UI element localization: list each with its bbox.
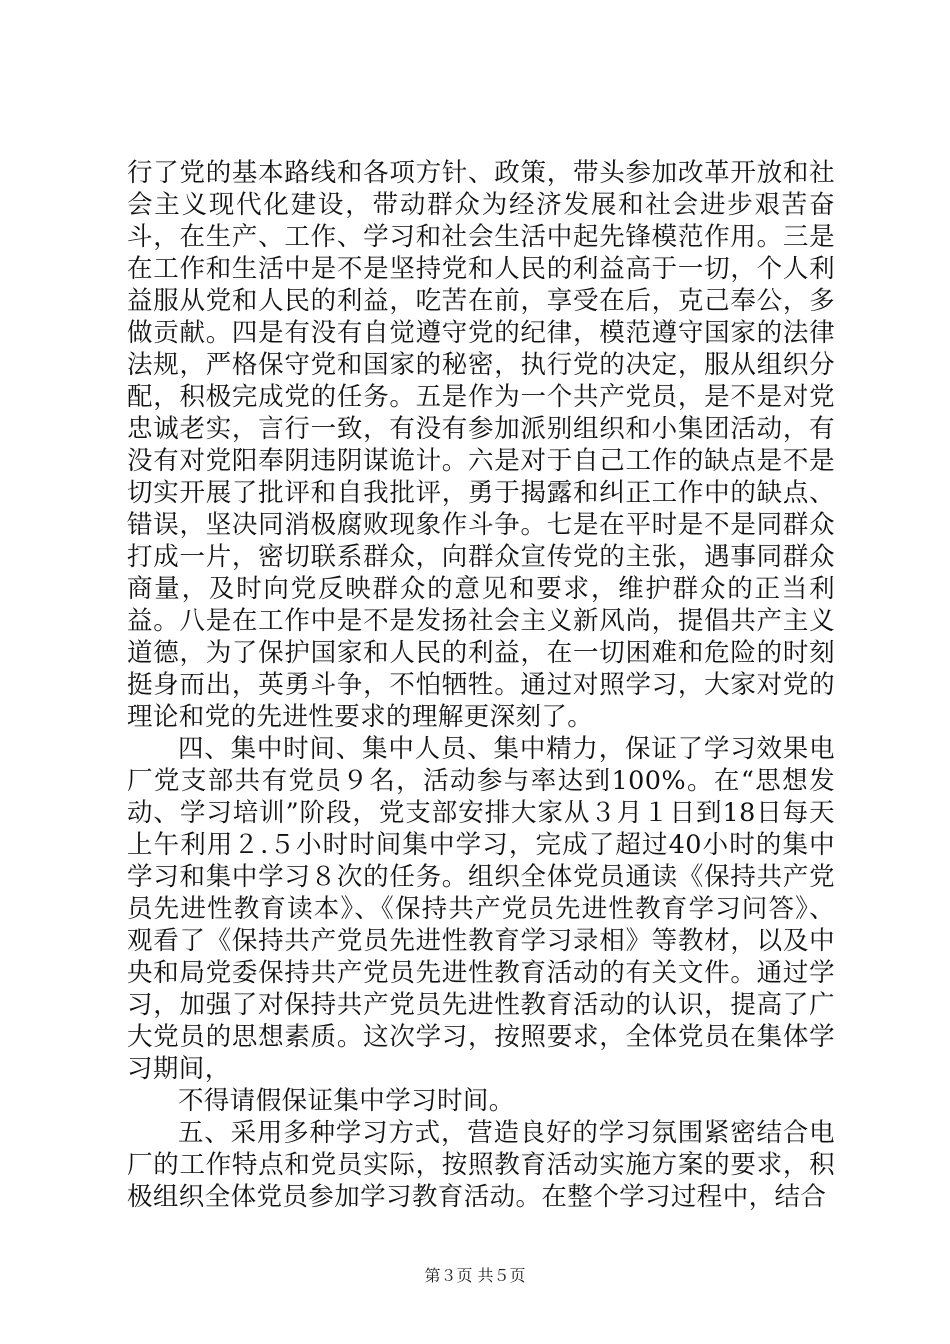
document-body bbox=[127, 157, 835, 1213]
page-number-footer: 第３页 共５页 bbox=[424, 1266, 526, 1285]
paragraph-continuation: 行了党的基本路线和各项方针、政策，带头参加改革开放和社会主义现代化建设，带动群众为经济发展和社会进步艰苦奋斗，在生产、工作、学习和社会生活中起先锋模范作用。三是在工作和生活中是不是坚持党和人民的利益高于一切，个人利益服从党和人民的利益，吃苦在前，享受在后，克己奉公，多做贡献。四是有没有自觉遵守党的纪律，模范遵守国家的法律法规，严格保守党和国家的秘密，执行党的决定，服从组织分配，积极完成党的任务。五是作为一个共产党员，是不是对党忠诚老实，言行一致，有没有参加派别组织和小集团活动，有没有对党阳奉阴违阴谋诡计。六是对于自己工作的缺点是不是切实开展了批评和自我批评，勇于揭露和纠正工作中的缺点、错误，坚决同消极腐败现象作斗争。七是在平时是不是同群众打成一片，密切联系群众，向群众宣传党的主张，遇事同群众商量，及时向党反映群众的意见和要求，维护群众的正当利益。八是在工作中是不是发扬社会主义新风尚，提倡共产主义道德，为了保护国家和人民的利益，在一切困难和危险的时刻挺身而出，英勇斗争，不怕牺牲。通过对照学习，大家对党的理论和党的先进性要求的理解更深刻了。 bbox=[127, 158, 835, 732]
paragraph-section-five: 五、采用多种学习方式，营造良好的学习氛围紧密结合电厂的工作特点和党员实际，按照教育活动实施方案的要求，积极组织全体党员参加学习教育活动。在整个学习过程中，结合 bbox=[127, 1118, 835, 1212]
paragraph-leave-rule: 不得请假保证集中学习时间。 bbox=[178, 1086, 515, 1116]
paragraph-section-four: 四、集中时间、集中人员、集中精力，保证了学习效果电厂党支部共有党员９名，活动参与率达到100%。在“思想发动、学习培训”阶段，党支部安排大家从３月１日到18日每天上午利用２.５小时时间集中学习，完成了超过40小时的集中学习和集中学习８次的任务。组织全体党员通读《保持共产党员先进性教育读本》、《保持共产党员先进性教育学习问答》、观看了《保持共产党员先进性教育学习录相》等教材，以及中央和局党委保持共产党员先进性教育活动的有关文件。通过学习，加强了对保持共产党员先进性教育活动的认识，提高了广大党员的思想素质。这次学习，按照要求，全体党员在集体学习期间， bbox=[127, 734, 835, 1084]
